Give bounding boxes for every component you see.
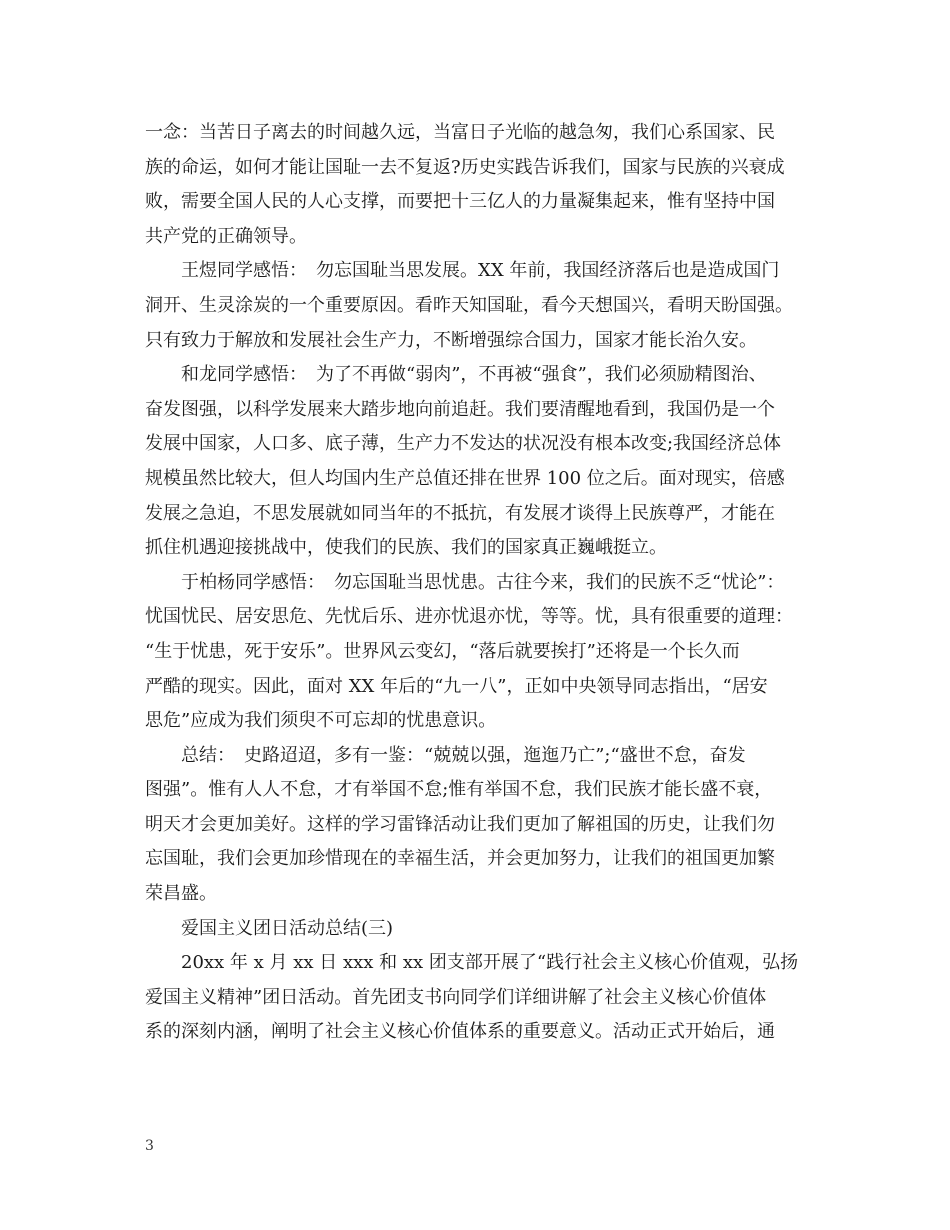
text-line: 思危”应成为我们须臾不可忘却的忧患意识。 xyxy=(145,710,497,732)
text-line: 忘国耻，我们会更加珍惜现在的幸福生活，并会更加努力，让我们的祖国更加繁 xyxy=(145,848,775,870)
text-line: 总结： 史路迢迢，多有一鉴：“兢兢以强，迤迤乃亡”;“盛世不怠，奋发 xyxy=(181,744,746,766)
text-line: 败，需要全国人民的人心支撑，而要把十三亿人的力量凝集起来，惟有坚持中国 xyxy=(145,191,775,213)
text-line: 洞开、生灵涂炭的一个重要原因。看昨天知国耻，看今天想国兴，看明天盼国强。 xyxy=(145,294,793,316)
text-line: 忧国忧民、居安思危、先忧后乐、进亦忧退亦忧，等等。忧，具有很重要的道理： xyxy=(145,606,793,628)
text-line: 爱国主义精神”团日活动。首先团支书向同学们详细讲解了社会主义核心价值体 xyxy=(145,986,767,1008)
paragraph-activity xyxy=(145,946,810,1050)
text-line: 王煜同学感悟： 勿忘国耻当思发展。XX 年前，我国经济落后也是造成国门 xyxy=(181,260,780,282)
paragraph-summary xyxy=(145,739,810,912)
text-line: 族的命运，如何才能让国耻一去不复返?历史实践告诉我们，国家与民族的兴衰成 xyxy=(145,156,785,178)
text-line: 奋发图强，以科学发展来大踏步地向前追赶。我们要清醒地看到，我国仍是一个 xyxy=(145,398,775,420)
text-line: 明天才会更加美好。这样的学习雷锋活动让我们更加了解祖国的历史，让我们勿 xyxy=(145,813,775,835)
text-line: 图强”。惟有人人不怠，才有举国不怠;惟有举国不怠，我们民族才能长盛不衰， xyxy=(145,779,773,801)
text-line: 抓住机遇迎接挑战中，使我们的民族、我们的国家真正巍峨挺立。 xyxy=(145,537,667,559)
text-line: 严酷的现实。因此，面对 XX 年后的“九一八”，正如中央领导同志指出，“居安 xyxy=(145,675,768,697)
text-line: 于柏杨同学感悟： 勿忘国耻当思忧患。古往今来，我们的民族不乏“忧论”： xyxy=(181,571,785,593)
text-line: 爱国主义团日活动总结(三) xyxy=(181,917,394,939)
page-number: 3 xyxy=(145,1138,154,1154)
text-line: 共产党的正确领导。 xyxy=(145,225,307,247)
paragraph-yu xyxy=(145,566,810,739)
text-line: 荣昌盛。 xyxy=(145,883,217,905)
paragraph-he xyxy=(145,358,810,566)
text-line: 只有致力于解放和发展社会生产力，不断增强综合国力，国家才能长治久安。 xyxy=(145,329,757,351)
text-line: “生于忧患，死于安乐”。世界风云变幻，“落后就要挨打”还将是一个长久而 xyxy=(145,640,740,662)
text-line: 发展中国家，人口多、底子薄，生产力不发达的状况没有根本改变;我国经济总体 xyxy=(145,433,782,455)
paragraph-wang xyxy=(145,254,810,358)
paragraph-continuation xyxy=(145,116,810,254)
text-line: 发展之急迫，不思发展就如同当年的不抵抗，有发展才谈得上民族尊严，才能在 xyxy=(145,502,775,524)
text-line: 规模虽然比较大，但人均国内生产总值还排在世界 100 位之后。面对现实，倍感 xyxy=(145,467,785,489)
text-line: 和龙同学感悟： 为了不再做“弱肉”，不再被“强食”，我们必须励精图治、 xyxy=(181,364,767,386)
text-line: 一念：当苦日子离去的时间越久远，当富日子光临的越急匆，我们心系国家、民 xyxy=(145,122,775,143)
text-line: 20xx 年 x 月 xx 日 xxx 和 xx 团支部开展了“践行社会主义核心价值观，弘扬 xyxy=(181,952,799,974)
text-line: 系的深刻内涵，阐明了社会主义核心价值体系的重要意义。活动正式开始后，通 xyxy=(145,1021,775,1043)
paragraph-heading xyxy=(145,912,810,947)
document-body xyxy=(145,116,810,1050)
